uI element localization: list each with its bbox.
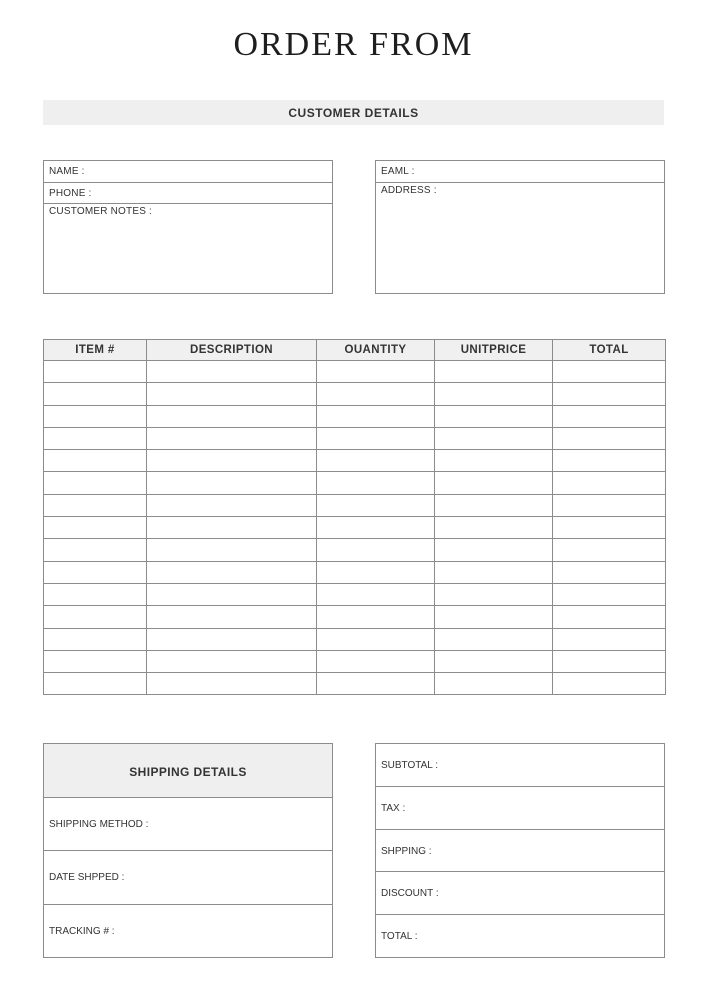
- table-row: [44, 539, 666, 561]
- shipping-cost-label: SHPPING :: [381, 845, 432, 857]
- shipping-details-heading: SHIPPING DETAILS: [44, 744, 332, 798]
- quantity-header: OUANTITY: [317, 340, 435, 361]
- table-cell[interactable]: [147, 494, 317, 516]
- table-cell[interactable]: [44, 583, 147, 605]
- table-cell[interactable]: [317, 450, 435, 472]
- table-cell[interactable]: [553, 561, 666, 583]
- table-cell[interactable]: [44, 427, 147, 449]
- table-cell[interactable]: [553, 650, 666, 672]
- table-cell[interactable]: [147, 472, 317, 494]
- table-row: [44, 383, 666, 405]
- table-cell[interactable]: [147, 427, 317, 449]
- date-shipped-field[interactable]: [44, 851, 332, 904]
- order-items-table: [43, 339, 666, 695]
- table-cell[interactable]: [435, 405, 553, 427]
- table-row: [44, 650, 666, 672]
- table-cell[interactable]: [435, 361, 553, 383]
- table-cell[interactable]: [553, 517, 666, 539]
- table-row: [44, 673, 666, 695]
- total-field[interactable]: [376, 915, 664, 958]
- table-cell[interactable]: [435, 673, 553, 695]
- table-cell[interactable]: [435, 561, 553, 583]
- phone-field[interactable]: [44, 183, 332, 204]
- date-shipped-label: DATE SHPPED :: [49, 872, 125, 884]
- table-cell[interactable]: [44, 539, 147, 561]
- table-cell[interactable]: [147, 539, 317, 561]
- total-label: TOTAL :: [381, 931, 418, 943]
- table-cell[interactable]: [44, 361, 147, 383]
- table-cell[interactable]: [553, 539, 666, 561]
- total-header: TOTAL: [553, 340, 666, 361]
- shipping-details-box: [43, 743, 333, 958]
- table-cell[interactable]: [147, 405, 317, 427]
- table-cell[interactable]: [435, 383, 553, 405]
- name-label: NAME :: [49, 166, 85, 177]
- table-cell[interactable]: [317, 539, 435, 561]
- tracking-number-field[interactable]: [44, 905, 332, 958]
- table-row: [44, 583, 666, 605]
- table-cell[interactable]: [553, 450, 666, 472]
- table-cell[interactable]: [435, 650, 553, 672]
- email-field[interactable]: [376, 161, 664, 183]
- table-cell[interactable]: [44, 561, 147, 583]
- table-row: [44, 517, 666, 539]
- customer-info-box: [43, 160, 333, 294]
- table-cell[interactable]: [147, 628, 317, 650]
- table-cell[interactable]: [317, 494, 435, 516]
- table-row: [44, 628, 666, 650]
- table-row: [44, 427, 666, 449]
- table-cell[interactable]: [435, 450, 553, 472]
- tracking-number-label: TRACKING # :: [49, 925, 115, 937]
- table-cell[interactable]: [435, 539, 553, 561]
- table-row: [44, 450, 666, 472]
- table-cell[interactable]: [317, 673, 435, 695]
- table-row: [44, 472, 666, 494]
- table-cell[interactable]: [435, 427, 553, 449]
- email-label: EAML :: [381, 166, 415, 177]
- table-cell[interactable]: [147, 583, 317, 605]
- table-cell[interactable]: [317, 517, 435, 539]
- customer-notes-field[interactable]: [44, 204, 332, 293]
- subtotal-label: SUBTOTAL :: [381, 760, 439, 771]
- page-title: ORDER FROM: [233, 26, 474, 63]
- table-cell[interactable]: [553, 472, 666, 494]
- address-field[interactable]: [376, 183, 664, 293]
- table-cell[interactable]: [435, 583, 553, 605]
- item-number-header: ITEM #: [44, 340, 147, 361]
- tax-field[interactable]: [376, 787, 664, 830]
- table-cell[interactable]: [44, 673, 147, 695]
- table-cell[interactable]: [44, 628, 147, 650]
- table-cell[interactable]: [44, 517, 147, 539]
- shipping-cost-field[interactable]: [376, 830, 664, 873]
- discount-field[interactable]: [376, 872, 664, 915]
- table-row: [44, 561, 666, 583]
- discount-label: DISCOUNT :: [381, 888, 439, 900]
- table-cell[interactable]: [317, 427, 435, 449]
- table-cell[interactable]: [44, 650, 147, 672]
- table-cell[interactable]: [553, 673, 666, 695]
- table-cell[interactable]: [553, 383, 666, 405]
- table-cell[interactable]: [44, 450, 147, 472]
- table-cell[interactable]: [44, 405, 147, 427]
- table-cell[interactable]: [435, 628, 553, 650]
- table-cell[interactable]: [553, 361, 666, 383]
- customer-notes-label: CUSTOMER NOTES :: [49, 206, 153, 217]
- description-header: DESCRIPTION: [147, 340, 317, 361]
- table-cell[interactable]: [435, 494, 553, 516]
- table-cell[interactable]: [147, 517, 317, 539]
- table-cell[interactable]: [553, 427, 666, 449]
- table-cell[interactable]: [147, 606, 317, 628]
- table-row: [44, 494, 666, 516]
- table-cell[interactable]: [553, 583, 666, 605]
- order-summary-box: [375, 743, 665, 958]
- customer-details-heading: CUSTOMER DETAILS: [43, 100, 664, 125]
- table-cell[interactable]: [317, 650, 435, 672]
- table-row: [44, 361, 666, 383]
- table-cell[interactable]: [317, 606, 435, 628]
- unit-price-header: UNITPRICE: [435, 340, 553, 361]
- table-cell[interactable]: [147, 383, 317, 405]
- table-cell[interactable]: [553, 606, 666, 628]
- address-label: ADDRESS :: [381, 185, 437, 196]
- table-cell[interactable]: [317, 628, 435, 650]
- tax-label: TAX :: [381, 802, 406, 814]
- table-cell[interactable]: [44, 472, 147, 494]
- shipping-method-field[interactable]: [44, 798, 332, 851]
- table-cell[interactable]: [147, 650, 317, 672]
- subtotal-field[interactable]: [376, 744, 664, 787]
- table-cell[interactable]: [317, 361, 435, 383]
- table-cell[interactable]: [553, 628, 666, 650]
- table-cell[interactable]: [147, 561, 317, 583]
- table-cell[interactable]: [317, 561, 435, 583]
- table-cell[interactable]: [147, 673, 317, 695]
- contact-info-box: [375, 160, 665, 294]
- table-header-row: [44, 340, 666, 361]
- table-cell[interactable]: [147, 450, 317, 472]
- shipping-method-label: SHIPPING METHOD :: [49, 819, 149, 830]
- table-cell[interactable]: [44, 494, 147, 516]
- name-field[interactable]: [44, 161, 332, 183]
- table-cell[interactable]: [317, 472, 435, 494]
- table-cell[interactable]: [317, 405, 435, 427]
- phone-label: PHONE :: [49, 188, 92, 199]
- table-cell[interactable]: [435, 606, 553, 628]
- table-row: [44, 405, 666, 427]
- table-cell[interactable]: [317, 583, 435, 605]
- table-cell[interactable]: [435, 472, 553, 494]
- table-cell[interactable]: [317, 383, 435, 405]
- table-cell[interactable]: [553, 405, 666, 427]
- table-cell[interactable]: [44, 606, 147, 628]
- table-cell[interactable]: [553, 494, 666, 516]
- table-cell[interactable]: [44, 383, 147, 405]
- table-row: [44, 606, 666, 628]
- table-cell[interactable]: [435, 517, 553, 539]
- table-cell[interactable]: [147, 361, 317, 383]
